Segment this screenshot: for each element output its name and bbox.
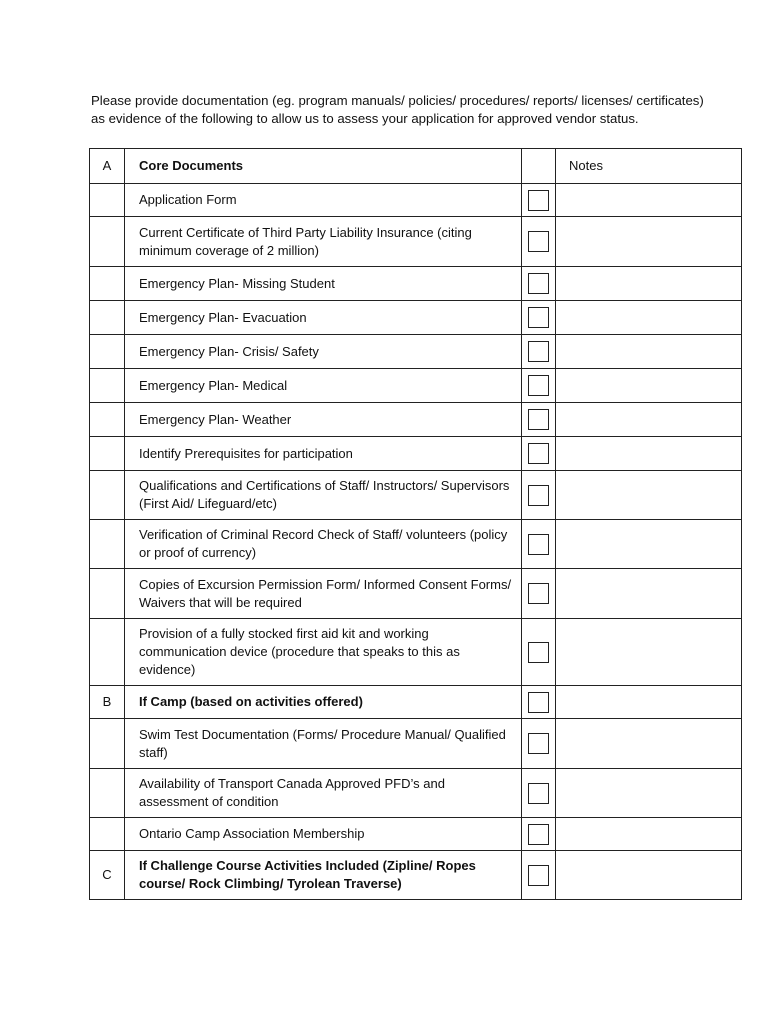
notes-cell[interactable]: [556, 217, 742, 267]
table-row: [90, 769, 742, 818]
requirement-checkbox[interactable]: [528, 865, 549, 886]
section-letter: [90, 403, 125, 437]
notes-cell[interactable]: [556, 769, 742, 818]
checkbox-cell: [522, 818, 556, 851]
section-letter: [90, 217, 125, 267]
requirement-checkbox[interactable]: [528, 783, 549, 804]
requirement-text: If Challenge Course Activities Included (Zipline/ Ropes course/ Rock Climbing/ Tyrolean Traverse): [125, 851, 522, 900]
requirement-text: Identify Prerequisites for participation: [125, 437, 522, 471]
requirement-checkbox[interactable]: [528, 231, 549, 252]
notes-cell[interactable]: [556, 851, 742, 900]
checkbox-cell: [522, 369, 556, 403]
section-letter: B: [90, 686, 125, 719]
notes-cell[interactable]: [556, 719, 742, 769]
table-row: [90, 335, 742, 369]
requirement-text: Emergency Plan- Medical: [125, 369, 522, 403]
notes-cell[interactable]: [556, 686, 742, 719]
checkbox-cell: [522, 769, 556, 818]
checkbox-cell: [522, 520, 556, 569]
section-letter: A: [90, 149, 125, 184]
intro-paragraph: Please provide documentation (eg. program manuals/ policies/ procedures/ reports/ licenses/ certificates) as evidence of the following to allow us to assess your application for approved vendor status.: [91, 93, 704, 126]
documentation-table: [89, 148, 742, 900]
checkbox-cell: [522, 686, 556, 719]
table-row: [90, 851, 742, 900]
checkbox-cell: [522, 403, 556, 437]
section-letter: [90, 369, 125, 403]
requirement-checkbox[interactable]: [528, 341, 549, 362]
section-letter: C: [90, 851, 125, 900]
requirement-checkbox[interactable]: [528, 443, 549, 464]
requirement-checkbox[interactable]: [528, 824, 549, 845]
table-row: [90, 818, 742, 851]
section-letter: [90, 437, 125, 471]
notes-cell[interactable]: [556, 471, 742, 520]
requirement-text: If Camp (based on activities offered): [125, 686, 522, 719]
requirement-text: Verification of Criminal Record Check of Staff/ volunteers (policy or proof of currency): [125, 520, 522, 569]
section-letter: [90, 335, 125, 369]
checkbox-cell: [522, 335, 556, 369]
section-letter: [90, 619, 125, 686]
checkbox-cell: [522, 301, 556, 335]
table-header-row: [90, 149, 742, 184]
checkbox-cell: [522, 619, 556, 686]
requirement-checkbox[interactable]: [528, 692, 549, 713]
requirement-checkbox[interactable]: [528, 583, 549, 604]
table-row: [90, 619, 742, 686]
requirement-checkbox[interactable]: [528, 409, 549, 430]
checkbox-cell: [522, 267, 556, 301]
table-row: [90, 719, 742, 769]
requirement-text: Emergency Plan- Crisis/ Safety: [125, 335, 522, 369]
requirement-checkbox[interactable]: [528, 307, 549, 328]
checkbox-cell: [522, 471, 556, 520]
notes-cell[interactable]: [556, 184, 742, 217]
checkbox-cell: [522, 184, 556, 217]
requirement-checkbox[interactable]: [528, 375, 549, 396]
requirement-checkbox[interactable]: [528, 642, 549, 663]
table-row: [90, 267, 742, 301]
requirement-text: Application Form: [125, 184, 522, 217]
requirement-text: Copies of Excursion Permission Form/ Informed Consent Forms/ Waivers that will be required: [125, 569, 522, 619]
table-row: [90, 471, 742, 520]
section-letter: [90, 769, 125, 818]
requirement-text: Emergency Plan- Missing Student: [125, 267, 522, 301]
notes-cell[interactable]: [556, 818, 742, 851]
notes-cell[interactable]: [556, 335, 742, 369]
section-letter: [90, 471, 125, 520]
requirement-checkbox[interactable]: [528, 190, 549, 211]
requirement-checkbox[interactable]: [528, 273, 549, 294]
table-row: [90, 403, 742, 437]
section-letter: [90, 569, 125, 619]
requirement-text: Emergency Plan- Evacuation: [125, 301, 522, 335]
requirement-text: Availability of Transport Canada Approved PFD’s and assessment of condition: [125, 769, 522, 818]
notes-cell[interactable]: [556, 267, 742, 301]
notes-header: Notes: [556, 149, 742, 184]
checkbox-cell: [522, 437, 556, 471]
notes-cell[interactable]: [556, 301, 742, 335]
notes-cell[interactable]: [556, 569, 742, 619]
requirement-text: Swim Test Documentation (Forms/ Procedure Manual/ Qualified staff): [125, 719, 522, 769]
checkbox-cell: [522, 149, 556, 184]
table-row: [90, 520, 742, 569]
checkbox-cell: [522, 217, 556, 267]
table-row: [90, 217, 742, 267]
requirement-text: Core Documents: [125, 149, 522, 184]
checkbox-cell: [522, 569, 556, 619]
checkbox-cell: [522, 851, 556, 900]
requirement-text: Ontario Camp Association Membership: [125, 818, 522, 851]
requirement-text: Emergency Plan- Weather: [125, 403, 522, 437]
notes-cell[interactable]: [556, 403, 742, 437]
section-letter: [90, 818, 125, 851]
checkbox-cell: [522, 719, 556, 769]
notes-cell[interactable]: [556, 619, 742, 686]
requirement-text: Provision of a fully stocked first aid kit and working communication device (procedure that speaks to this as evidence): [125, 619, 522, 686]
notes-cell[interactable]: [556, 369, 742, 403]
section-letter: [90, 301, 125, 335]
requirement-text: Qualifications and Certifications of Staff/ Instructors/ Supervisors (First Aid/ Lifeguard/etc): [125, 471, 522, 520]
section-letter: [90, 267, 125, 301]
table-row: [90, 301, 742, 335]
notes-cell[interactable]: [556, 437, 742, 471]
notes-cell[interactable]: [556, 520, 742, 569]
requirement-checkbox[interactable]: [528, 534, 549, 555]
section-letter: [90, 184, 125, 217]
table-row: [90, 437, 742, 471]
requirement-checkbox[interactable]: [528, 733, 549, 754]
section-letter: [90, 520, 125, 569]
table-row: [90, 369, 742, 403]
requirement-text: Current Certificate of Third Party Liability Insurance (citing minimum coverage of 2 million): [125, 217, 522, 267]
table-row: [90, 569, 742, 619]
table-row: [90, 184, 742, 217]
requirement-checkbox[interactable]: [528, 485, 549, 506]
table-row: [90, 686, 742, 719]
section-letter: [90, 719, 125, 769]
